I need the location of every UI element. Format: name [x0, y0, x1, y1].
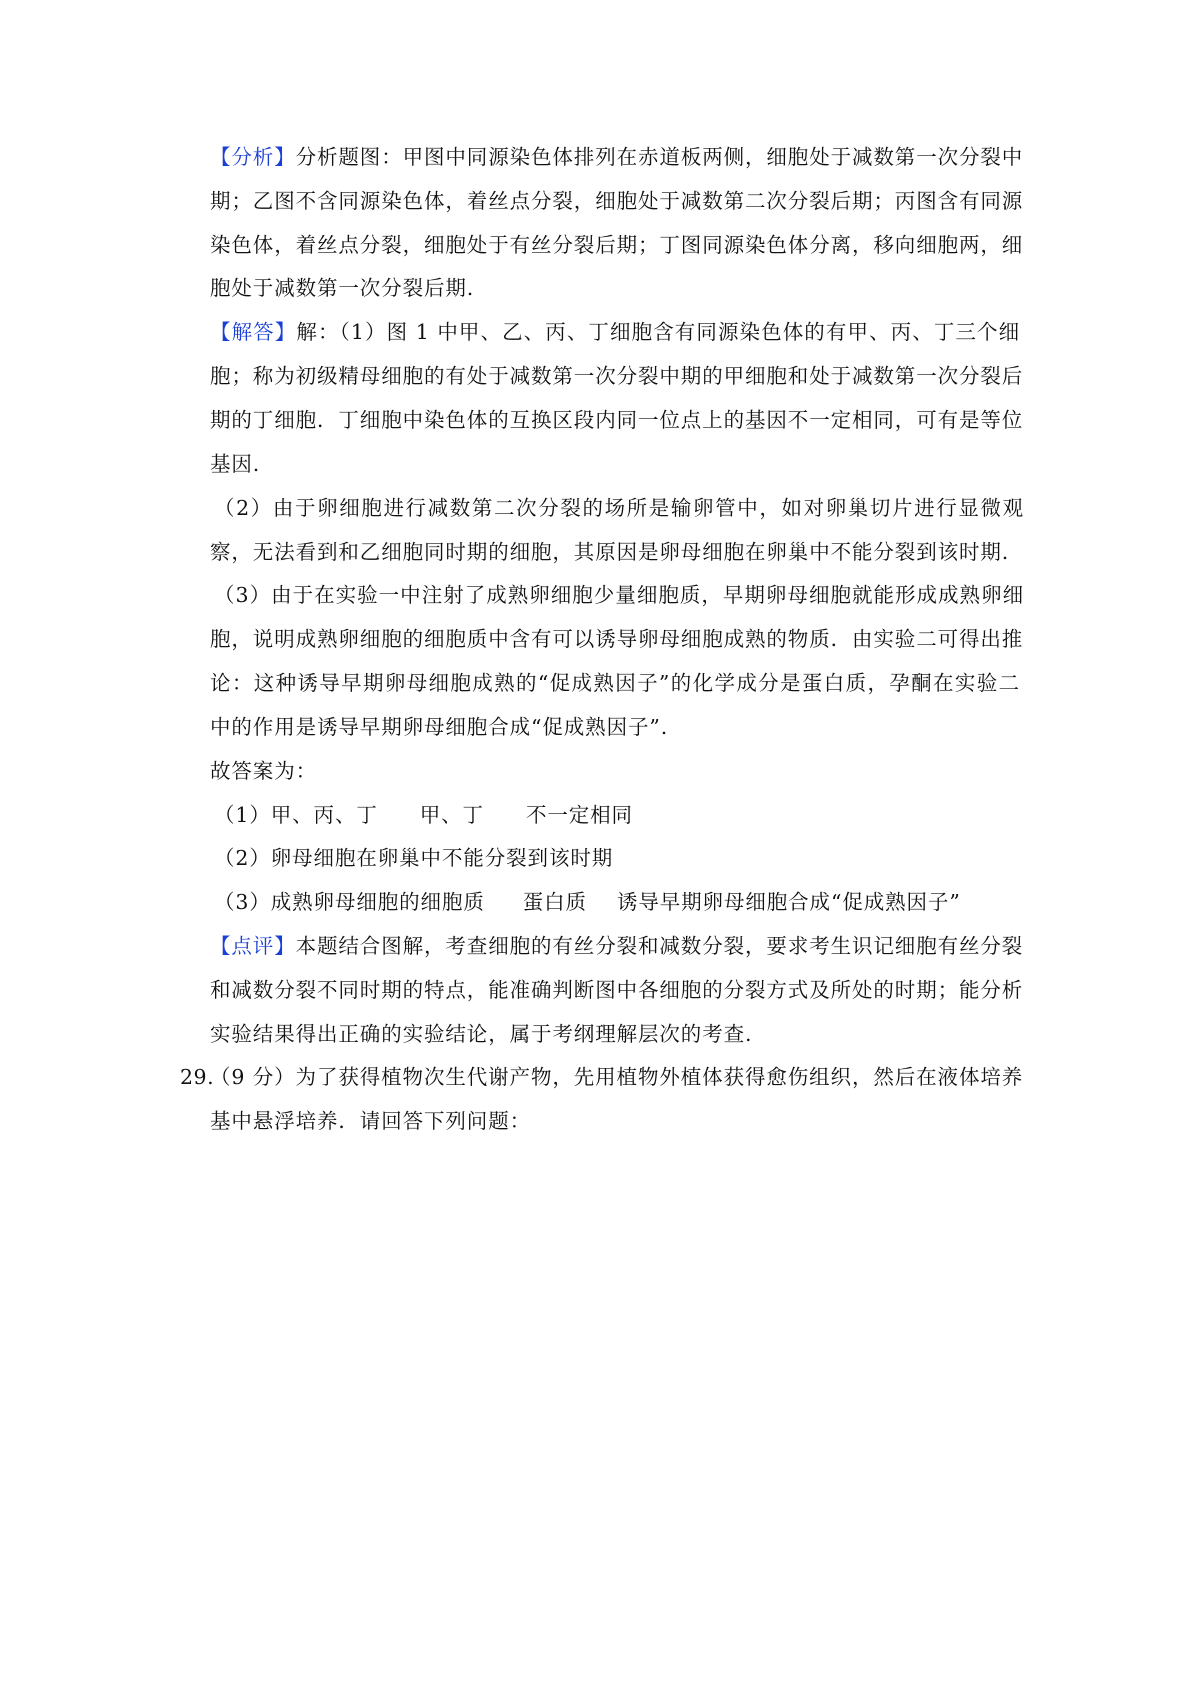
answer-line-1	[210, 317, 1020, 347]
comment-line-2: 和减数分裂不同时期的特点，能准确判断图中各细胞的分裂方式及所处的时期；能分析	[210, 978, 1024, 1002]
answer-part3-line-1: （3）由于在实验一中注射了成熟卵细胞少量细胞质，早期卵母细胞就能形成成熟卵细	[214, 583, 1024, 607]
result-3-c: 诱导早期卵母细胞合成“促成熟因子”	[616, 890, 961, 914]
answer-text: 解：（1）图 1 中甲、乙、丙、丁细胞含有同源染色体的有甲、丙、丁三个细	[296, 320, 1020, 344]
result-line-2: （2）卵母细胞在卵巢中不能分裂到该时期	[214, 846, 614, 870]
comment-line-1	[210, 931, 1024, 961]
answer-line-3: 期的丁细胞．丁细胞中染色体的互换区段内同一位点上的基因不一定相同，可有是等位	[210, 408, 1024, 432]
comment-line-3: 实验结果得出正确的实验结论，属于考纲理解层次的考查.	[210, 1022, 753, 1046]
answer-line-2: 胞；称为初级精母细胞的有处于减数第一次分裂中期的甲细胞和处于减数第一次分裂后	[210, 364, 1024, 388]
answer-part2-line-1: （2）由于卵细胞进行减数第二次分裂的场所是输卵管中，如对卵巢切片进行显微观	[214, 496, 1024, 520]
result-3-b: 蛋白质	[522, 890, 587, 914]
answer-line-4: 基因.	[210, 452, 261, 476]
analysis-line-3: 染色体，着丝点分裂，细胞处于有丝分裂后期；丁图同源染色体分离，移向细胞两，细	[210, 233, 1024, 257]
result-line-3	[214, 887, 1024, 917]
result-1-a: （1）甲、丙、丁	[214, 803, 378, 827]
analysis-text: 分析题图：甲图中同源染色体排列在赤道板两侧，细胞处于减数第一次分裂中	[295, 145, 1024, 169]
result-1-b: 甲、丁	[419, 803, 484, 827]
answer-conclusion: 故答案为：	[210, 759, 317, 783]
question-29-line-1: （9 分）为了获得植物次生代谢产物，先用植物外植体获得愈伤组织，然后在液体培养	[210, 1065, 1024, 1089]
answer-part2-line-2: 察，无法看到和乙细胞同时期的细胞，其原因是卵母细胞在卵巢中不能分裂到该时期.	[210, 540, 1010, 564]
result-3-a: （3）成熟卵母细胞的细胞质	[214, 890, 485, 914]
analysis-line-1	[210, 142, 1024, 172]
answer-part3-line-4: 中的作用是诱导早期卵母细胞合成“促成熟因子”.	[210, 715, 669, 739]
result-1-c: 不一定相同	[525, 803, 633, 827]
answer-part3-line-2: 胞，说明成熟卵细胞的细胞质中含有可以诱导卵母细胞成熟的物质．由实验二可得出推	[210, 627, 1024, 651]
answer-part3-line-3: 论：这种诱导早期卵母细胞成熟的“促成熟因子”的化学成分是蛋白质，孕酮在实验二	[210, 671, 1020, 695]
analysis-line-2: 期；乙图不含同源染色体，着丝点分裂，细胞处于减数第二次分裂后期；丙图含有同源	[210, 189, 1024, 213]
comment-text: 本题结合图解，考查细胞的有丝分裂和减数分裂，要求考生识记细胞有丝分裂	[295, 934, 1024, 958]
question-29-number: 29.	[180, 1065, 215, 1089]
analysis-line-4: 胞处于减数第一次分裂后期.	[210, 276, 475, 300]
question-29-line-2: 基中悬浮培养．请回答下列问题：	[210, 1109, 531, 1133]
comment-label: 【点评】	[210, 934, 296, 958]
result-line-1	[214, 800, 1024, 830]
analysis-label: 【分析】	[210, 145, 296, 169]
answer-label: 【解答】	[210, 320, 297, 344]
